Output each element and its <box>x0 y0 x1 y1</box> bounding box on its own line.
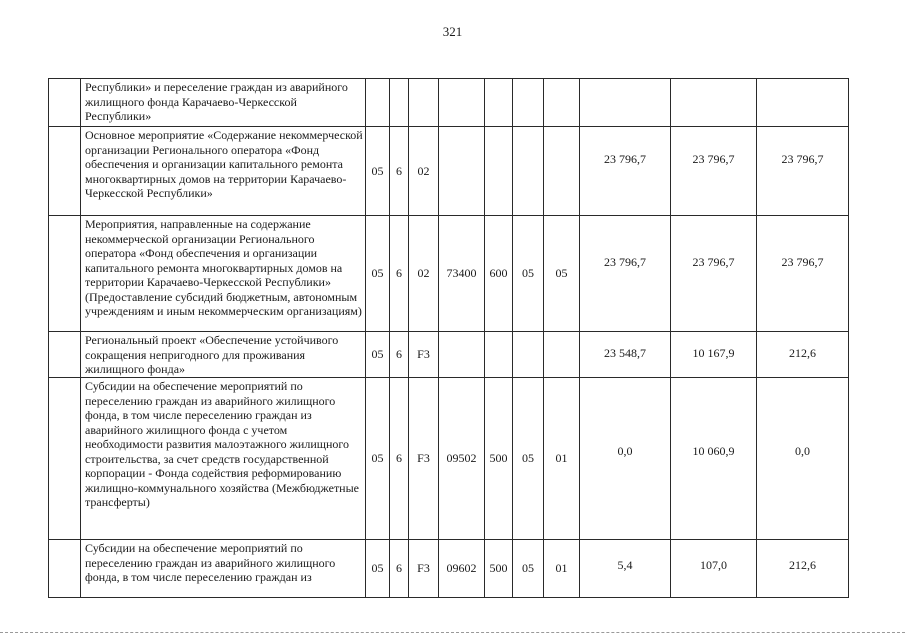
group-cell <box>513 332 544 378</box>
row-name: Субсидии на обеспечение мероприятий по переселению граждан из аварийного жилищного фонда, в том числе переселению граждан из <box>81 540 366 598</box>
subgroup-cell: 01 <box>544 378 580 540</box>
amount-cell-1 <box>580 332 671 378</box>
vr-cell: 500 <box>485 378 513 540</box>
amount-2: 10 060,9 <box>692 444 735 458</box>
cs-prefix-cell: 02 <box>409 216 439 332</box>
pr-cell: 6 <box>390 378 409 540</box>
subgroup-cell <box>544 127 580 216</box>
cs-prefix-cell: 02 <box>409 127 439 216</box>
amount-3: 212,6 <box>789 558 816 572</box>
subgroup-cell <box>544 79 580 127</box>
pr-cell <box>390 79 409 127</box>
row-name: Субсидии на обеспечение мероприятий по переселению граждан из аварийного жилищного фонда, в том числе переселению граждан из аварийного жилищного фонда с учетом необходимости развития малоэтажного жилищного строительства, за счет средств государственной корпорации - Фонда содействия реформированию жилищно-коммунального хозяйства (Межбюджетные трансферты) <box>81 378 366 540</box>
page-number: 321 <box>442 24 463 39</box>
amount-cell-2 <box>671 378 757 540</box>
table-row <box>49 79 849 127</box>
vr-cell <box>485 79 513 127</box>
vr-cell <box>485 127 513 216</box>
amount-3: 23 796,7 <box>781 152 824 166</box>
amount-3: 212,6 <box>789 346 816 360</box>
amount-1: 0,0 <box>617 444 633 458</box>
vr-cell <box>485 332 513 378</box>
pr-cell: 6 <box>390 540 409 598</box>
row-name: Региональный проект «Обеспечение устойчивого сокращения непригодного для проживания жилищного фонда» <box>81 332 366 378</box>
amount-cell-1 <box>580 378 671 540</box>
group-cell <box>513 79 544 127</box>
cs-code-cell: 09602 <box>439 540 485 598</box>
amount-2: 23 796,7 <box>692 152 735 166</box>
cs-code-cell <box>439 79 485 127</box>
row-index-cell <box>49 127 81 216</box>
cs-prefix-cell: F3 <box>409 332 439 378</box>
amount-1: 23 796,7 <box>604 255 646 269</box>
subgroup-cell: 05 <box>544 216 580 332</box>
rz-cell: 05 <box>366 332 390 378</box>
amount-1: 23 796,7 <box>604 152 646 166</box>
amount-1: 23 548,7 <box>604 346 646 360</box>
amount-cell-2 <box>671 127 757 216</box>
cs-prefix-cell: F3 <box>409 378 439 540</box>
amount-1: 5,4 <box>617 558 633 572</box>
rz-cell <box>366 79 390 127</box>
amount-cell-1 <box>580 540 671 598</box>
amount-2: 107,0 <box>700 558 727 572</box>
table-row <box>49 216 849 332</box>
group-cell <box>513 127 544 216</box>
row-index-cell <box>49 540 81 598</box>
amount-2: 10 167,9 <box>692 346 735 360</box>
amount-cell-2 <box>671 332 757 378</box>
row-index-cell <box>49 332 81 378</box>
table-row <box>49 332 849 378</box>
amount-cell-1 <box>580 216 671 332</box>
vr-cell: 600 <box>485 216 513 332</box>
subgroup-cell <box>544 332 580 378</box>
table-row <box>49 127 849 216</box>
rz-cell: 05 <box>366 216 390 332</box>
amount-cell-3 <box>757 540 849 598</box>
group-cell: 05 <box>513 216 544 332</box>
row-name: Мероприятия, направленные на содержание некоммерческой организации Регионального оператора «Фонд обеспечения и организации капитального ремонта многоквартирных домов на территории Карачаево-Черкесской Республики» (Предоставление субсидий бюджетным, автономным учреждениям и иным некоммерческим организациям) <box>81 216 366 332</box>
cs-prefix-cell <box>409 79 439 127</box>
cs-code-cell: 73400 <box>439 216 485 332</box>
amount-cell-1 <box>580 79 671 127</box>
amount-cell-1 <box>580 127 671 216</box>
amount-cell-2 <box>671 540 757 598</box>
table-row <box>49 540 849 598</box>
row-name: Основное мероприятие «Содержание некоммерческой организации Регионального оператора «Фонд обеспечения и организации капитального ремонта многоквартирных домов на территории Карачаево-Черкесской Республики» <box>81 127 366 216</box>
amount-cell-3 <box>757 216 849 332</box>
row-name: Республики» и переселение граждан из аварийного жилищного фонда Карачаево-Черкесской Республики» <box>81 79 366 127</box>
row-index-cell <box>49 79 81 127</box>
rz-cell: 05 <box>366 540 390 598</box>
rz-cell: 05 <box>366 378 390 540</box>
pr-cell: 6 <box>390 332 409 378</box>
cs-code-cell <box>439 332 485 378</box>
cs-code-cell <box>439 127 485 216</box>
amount-cell-2 <box>671 79 757 127</box>
table-row <box>49 378 849 540</box>
amount-cell-3 <box>757 332 849 378</box>
amount-cell-3 <box>757 79 849 127</box>
pr-cell: 6 <box>390 127 409 216</box>
pr-cell: 6 <box>390 216 409 332</box>
cs-code-cell: 09502 <box>439 378 485 540</box>
subgroup-cell: 01 <box>544 540 580 598</box>
vr-cell: 500 <box>485 540 513 598</box>
row-index-cell <box>49 216 81 332</box>
amount-cell-3 <box>757 127 849 216</box>
cs-prefix-cell: F3 <box>409 540 439 598</box>
amount-cell-2 <box>671 216 757 332</box>
page-bottom-edge <box>0 632 905 633</box>
amount-3: 0,0 <box>795 444 810 458</box>
group-cell: 05 <box>513 540 544 598</box>
amount-2: 23 796,7 <box>692 255 735 269</box>
group-cell: 05 <box>513 378 544 540</box>
row-index-cell <box>49 378 81 540</box>
rz-cell: 05 <box>366 127 390 216</box>
amount-cell-3 <box>757 378 849 540</box>
budget-table <box>48 78 849 598</box>
amount-3: 23 796,7 <box>781 255 824 269</box>
